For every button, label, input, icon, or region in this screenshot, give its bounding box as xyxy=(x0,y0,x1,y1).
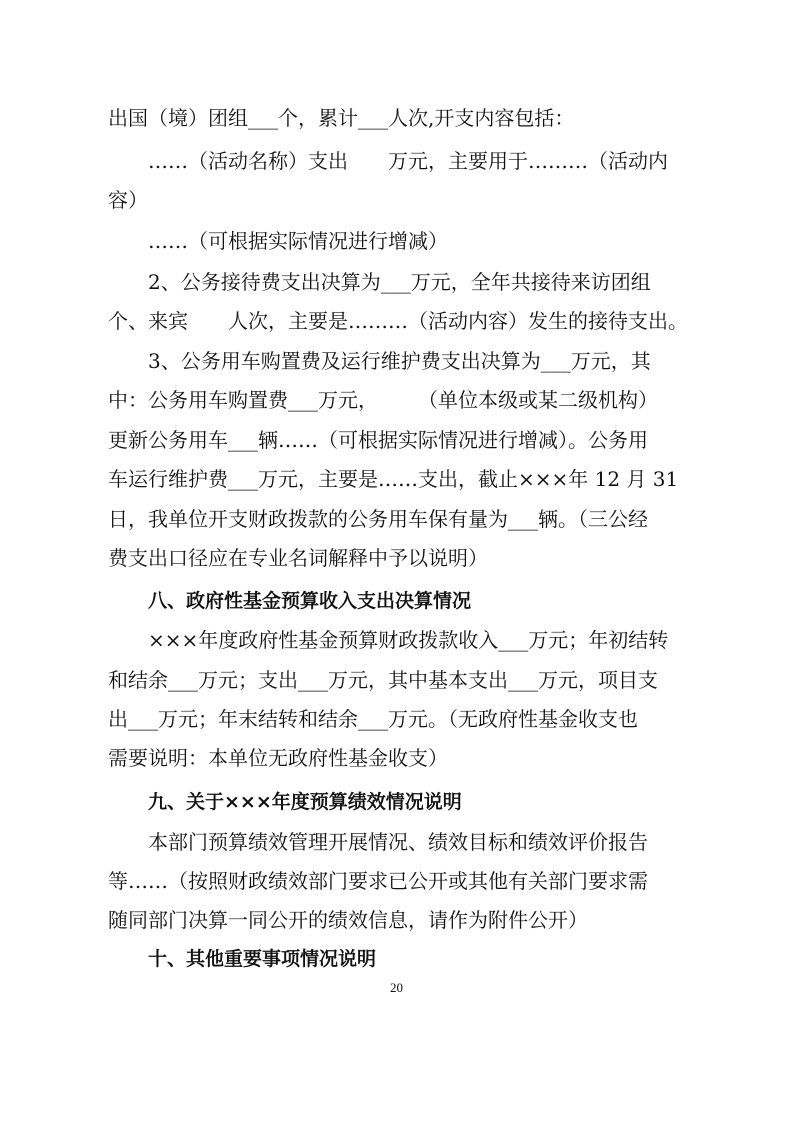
paragraph-line: 和结余___万元；支出___万元，其中基本支出___万元，项目支 xyxy=(108,668,658,692)
paragraph-line: 日，我单位开支财政拨款的公务用车保有量为___辆。（三公经 xyxy=(108,507,648,531)
paragraph-line: 随同部门决算一同公开的绩效信息，请作为附件公开） xyxy=(108,908,588,932)
paragraph-line: 个、来宾 人次，主要是………（活动内容）发生的接待支出。 xyxy=(108,309,688,333)
paragraph-line: 等……（按照财政绩效部门要求已公开或其他有关部门要求需 xyxy=(108,869,648,893)
section-heading: 八、政府性基金预算收入支出决算情况 xyxy=(148,590,472,612)
paragraph-line: 3、公务用车购置费及运行维护费支出决算为___万元，其 xyxy=(148,349,651,373)
paragraph-line: 出国（境）团组___个，累计___人次,开支内容包括： xyxy=(108,106,575,130)
paragraph-line: ……（活动名称）支出 万元，主要用于………（活动内 xyxy=(148,149,668,173)
paragraph-line: 出___万元；年末结转和结余___万元。（无政府性基金收支也 xyxy=(108,707,638,731)
paragraph-line: 中：公务用车购置费___万元， （单位本级或某二级机构） xyxy=(108,388,658,412)
paragraph-line: 车运行维护费___万元，主要是……支出，截止×××年 12 月 31 xyxy=(108,467,679,491)
paragraph-line: 费支出口径应在专业名词解释中予以说明） xyxy=(108,546,488,570)
paragraph-line: ……（可根据实际情况进行增减） xyxy=(148,229,448,253)
paragraph-line: 更新公务用车___辆……（可根据实际情况进行增减）。公务用 xyxy=(108,428,648,452)
section-heading: 十、其他重要事项情况说明 xyxy=(148,948,377,970)
paragraph-line: 2、公务接待费支出决算为___万元，全年共接待来访团组 xyxy=(148,270,651,294)
paragraph-line: 本部门预算绩效管理开展情况、绩效目标和绩效评价报告 xyxy=(148,830,648,854)
paragraph-line: ×××年度政府性基金预算财政拨款收入___万元；年初结转 xyxy=(148,628,669,652)
page-number: 20 xyxy=(390,980,403,995)
paragraph-line: 需要说明：本单位无政府性基金收支） xyxy=(108,746,448,770)
section-heading: 九、关于×××年度预算绩效情况说明 xyxy=(148,791,462,813)
paragraph-line: 容） xyxy=(108,188,148,212)
